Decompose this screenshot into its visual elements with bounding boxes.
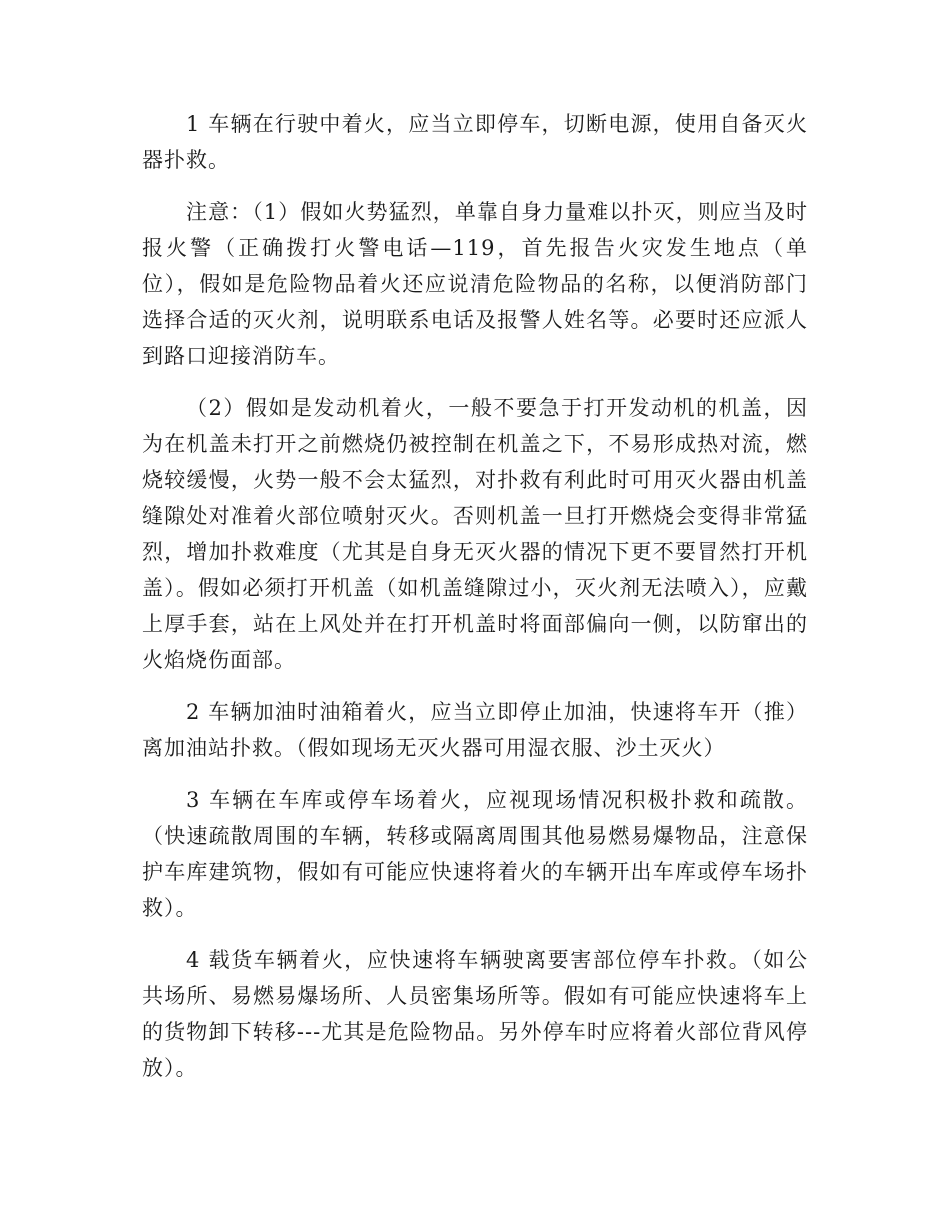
paragraph-garage-parking-fire: 3 车辆在车库或停车场着火，应视现场情况积极扑救和疏散。（快速疏散周围的车辆，转移或隔离周围其他易燃易爆物品，注意保护车库建筑物，假如有可能应快速将着火的车辆开出车库或停车场扑救）。	[142, 788, 808, 920]
paragraph-vehicle-fire-while-driving: 1 车辆在行驶中着火，应当立即停车，切断电源，使用自备灭火器扑救。	[142, 112, 808, 172]
paragraph-refueling-tank-fire: 2 车辆加油时油箱着火，应当立即停止加油，快速将车开（推）离加油站扑救。（假如现场无灭火器可用湿衣服、沙土灭火）	[142, 700, 808, 760]
paragraph-note-call-fire-alarm: 注意：（1）假如火势猛烈，单靠自身力量难以扑灭，则应当及时报火警（正确拨打火警电话—119，首先报告火灾发生地点（单位），假如是危险物品着火还应说清危险物品的名称，以便消防部门选择合适的灭火剂，说明联系电话及报警人姓名等。必要时还应派人到路口迎接消防车。	[142, 200, 808, 368]
paragraph-note-engine-fire: （2）假如是发动机着火，一般不要急于打开发动机的机盖，因为在机盖未打开之前燃烧仍被控制在机盖之下，不易形成热对流，燃烧较缓慢，火势一般不会太猛烈，对扑救有利此时可用灭火器由机盖缝隙处对准着火部位喷射灭火。否则机盖一旦打开燃烧会变得非常猛烈，增加扑救难度（尤其是自身无灭火器的情况下更不要冒然打开机盖）。假如必须打开机盖（如机盖缝隙过小，灭火剂无法喷入），应戴上厚手套，站在上风处并在打开机盖时将面部偏向一侧，以防窜出的火焰烧伤面部。	[142, 396, 808, 672]
document-body	[142, 106, 808, 1102]
paragraph-cargo-vehicle-fire: 4 载货车辆着火，应快速将车辆驶离要害部位停车扑救。（如公共场所、易燃易爆场所、人员密集场所等。假如有可能应快速将车上的货物卸下转移---尤其是危险物品。另外停车时应将着火部位背风停放）。	[142, 948, 808, 1080]
